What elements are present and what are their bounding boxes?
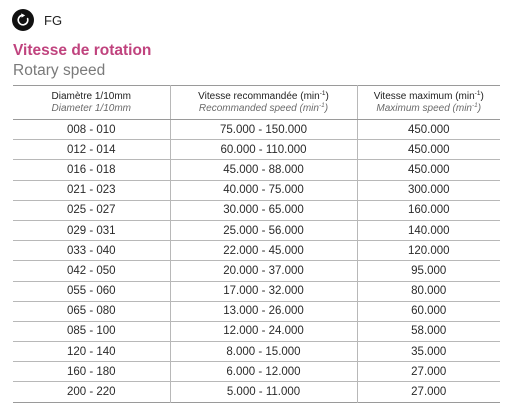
column-header-en: Diameter 1/10mm: [51, 102, 131, 114]
cell-diameter: 033 - 040: [13, 241, 170, 261]
table-row: [13, 261, 500, 281]
table-row: [13, 321, 500, 341]
cell-recommended-speed: 12.000 - 24.000: [170, 321, 357, 341]
cell-maximum-speed: 450.000: [357, 160, 500, 180]
table-row: [13, 120, 500, 140]
table-row: [13, 241, 500, 261]
cell-maximum-speed: 58.000: [357, 321, 500, 341]
cell-diameter: 042 - 050: [13, 261, 170, 281]
cell-diameter: 160 - 180: [13, 362, 170, 382]
cell-diameter: 085 - 100: [13, 321, 170, 341]
column-header-recommended-speed: [170, 86, 357, 120]
cell-maximum-speed: 450.000: [357, 120, 500, 140]
cell-recommended-speed: 13.000 - 26.000: [170, 301, 357, 321]
column-header-maximum-speed: [357, 86, 500, 120]
cell-diameter: 200 - 220: [13, 382, 170, 402]
cell-maximum-speed: 95.000: [357, 261, 500, 281]
table-row: [13, 220, 500, 240]
cell-maximum-speed: 450.000: [357, 140, 500, 160]
table-row: [13, 342, 500, 362]
cell-maximum-speed: 140.000: [357, 220, 500, 240]
cell-diameter: 008 - 010: [13, 120, 170, 140]
table-row: [13, 301, 500, 321]
cell-recommended-speed: 17.000 - 32.000: [170, 281, 357, 301]
cell-diameter: 120 - 140: [13, 342, 170, 362]
cell-maximum-speed: 27.000: [357, 362, 500, 382]
cell-diameter: 021 - 023: [13, 180, 170, 200]
column-header-diameter: [13, 86, 170, 120]
cell-diameter: 029 - 031: [13, 220, 170, 240]
cell-diameter: 065 - 080: [13, 301, 170, 321]
cell-recommended-speed: 5.000 - 11.000: [170, 382, 357, 402]
rotary-speed-table: [13, 85, 500, 403]
table-body: [13, 120, 500, 403]
column-header-fr: Vitesse maximum $(\min^{-1})$: [373, 89, 484, 102]
table-header-row: [13, 86, 500, 120]
table-row: [13, 160, 500, 180]
cell-maximum-speed: 27.000: [357, 382, 500, 402]
table-row: [13, 382, 500, 402]
cell-maximum-speed: 60.000: [357, 301, 500, 321]
cell-recommended-speed: 8.000 - 15.000: [170, 342, 357, 362]
cell-recommended-speed: 6.000 - 12.000: [170, 362, 357, 382]
cell-diameter: 016 - 018: [13, 160, 170, 180]
table-row: [13, 200, 500, 220]
cell-recommended-speed: 60.000 - 110.000: [170, 140, 357, 160]
fg-label: FG: [44, 12, 63, 28]
table-row: [13, 180, 500, 200]
cell-recommended-speed: 40.000 - 75.000: [170, 180, 357, 200]
header: [12, 9, 62, 31]
column-header-fr: Vitesse recommandée $(\min^{-1})$: [198, 89, 329, 102]
cell-maximum-speed: 160.000: [357, 200, 500, 220]
cell-recommended-speed: 30.000 - 65.000: [170, 200, 357, 220]
cell-recommended-speed: 75.000 - 150.000: [170, 120, 357, 140]
cell-diameter: 012 - 014: [13, 140, 170, 160]
table-row: [13, 140, 500, 160]
column-header-fr: Diamètre 1/10mm: [51, 90, 131, 102]
cell-recommended-speed: 22.000 - 45.000: [170, 241, 357, 261]
cell-diameter: 025 - 027: [13, 200, 170, 220]
cell-maximum-speed: 120.000: [357, 241, 500, 261]
cell-maximum-speed: 80.000: [357, 281, 500, 301]
cell-maximum-speed: 35.000: [357, 342, 500, 362]
cell-recommended-speed: 20.000 - 37.000: [170, 261, 357, 281]
table-row: [13, 362, 500, 382]
cell-recommended-speed: 45.000 - 88.000: [170, 160, 357, 180]
column-header-en: Recommanded speed $(\min^{-1})$: [198, 101, 329, 114]
rotation-icon: [12, 9, 34, 31]
title-french: Vitesse de rotation: [13, 42, 152, 59]
column-header-en: Maximum speed $(\min^{-1})$: [376, 101, 482, 114]
table-row: [13, 281, 500, 301]
title-english: Rotary speed: [13, 62, 106, 79]
cell-recommended-speed: 25.000 - 56.000: [170, 220, 357, 240]
cell-maximum-speed: 300.000: [357, 180, 500, 200]
cell-diameter: 055 - 060: [13, 281, 170, 301]
